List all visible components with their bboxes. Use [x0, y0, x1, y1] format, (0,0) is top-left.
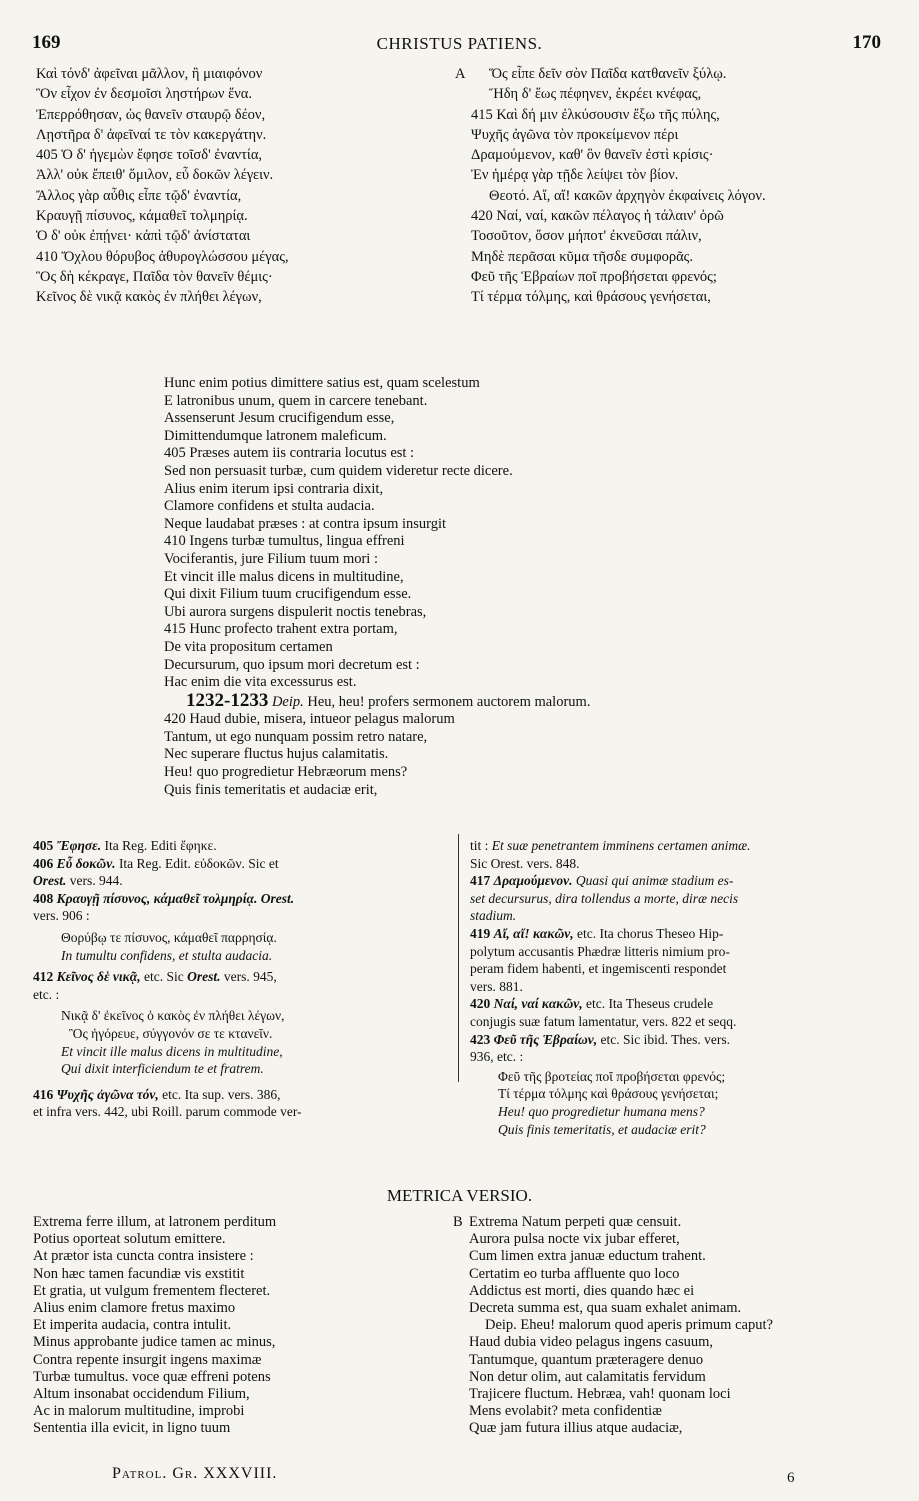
latin-line: Quis finis temeritatis et audaciæ erit,	[164, 781, 378, 798]
verse-line: B Extrema Natum perpeti quæ censuit.	[453, 1214, 682, 1230]
verse-line: Haud dubia video pelagus ingens casuum,	[469, 1334, 714, 1351]
verse-line: At prætor ista cuncta contra insistere :	[33, 1248, 254, 1265]
greek-line: Ἄλλος γὰρ αὖθις εἶπε τῷδ' ἐναντία,	[36, 187, 242, 204]
verse-line: Contra repente insurgit ingens maximæ	[33, 1351, 262, 1368]
latin-line: De vita propositum certamen	[164, 638, 333, 655]
column-reference: 1232-1233	[186, 689, 269, 711]
latin-line: Vociferantis, jure Filium tuum mori :	[164, 550, 378, 567]
footnote: 408 Κραυγῇ πίσυνος, κάμαθεῖ τολμηρίᾳ. Orest.	[33, 890, 295, 906]
footnote-quote-latin: In tumultu confidens, et stulta audacia.	[61, 947, 273, 963]
footnote-continuation: Orest. vers. 944.	[33, 873, 123, 889]
greek-line: Ἤδη δ' ἕως πέφηνεν, ἐκρέει κνέφας,	[489, 86, 702, 103]
footnote-quote-greek: Νικᾷ δ' ἐκεῖνος ὁ κακὸς ἐν πλήθει λέγων,	[61, 1008, 285, 1024]
latin-line: Neque laudabat præses : at contra ipsum insurgit	[164, 515, 447, 532]
footnote-continuation: 936, etc. :	[470, 1049, 524, 1065]
verse-line: Alius enim clamore fretus maximo	[33, 1300, 236, 1317]
latin-line	[186, 689, 591, 712]
footnotes-right-column	[470, 837, 880, 1138]
latin-line: Hunc enim potius dimittere satius est, quam scelestum	[164, 375, 480, 391]
verse-line: Certatim eo turba affluente quo loco	[469, 1265, 680, 1282]
verse-line: Et imperita audacia, contra intulit.	[33, 1317, 232, 1334]
latin-line: 410 Ingens turbæ tumultus, lingua effreni	[164, 533, 405, 550]
latin-translation	[164, 375, 590, 799]
latin-line: Alius enim iterum ipsi contraria dixit,	[164, 480, 384, 497]
metrical-version-left	[33, 1214, 276, 1438]
greek-line: Κεῖνος δὲ νικᾷ κακὸς ἐν πλήθει λέγων,	[36, 289, 262, 306]
latin-line: Dimittendumque latronem maleficum.	[164, 427, 387, 444]
greek-line: 420 Ναί, ναί, κακῶν πέλαγος ἡ τάλαιν' ὁρῶ	[471, 208, 724, 225]
footnote-continuation: stadium.	[470, 908, 517, 924]
greek-line: Τί τέρμα τόλμης, καὶ θράσους γενήσεται,	[471, 289, 711, 306]
greek-line: Φεῦ τῆς Ἑβραίων ποῖ προβήσεται φρενός;	[471, 268, 717, 285]
verse-line: Mens evolabit? meta confidentiæ	[469, 1403, 662, 1420]
greek-line: Ἐπερρόθησαν, ὡς θανεῖν σταυρῷ δέον,	[36, 106, 266, 123]
footnote-quote-latin: Heu! quo progredietur humana mens?	[498, 1103, 705, 1119]
metrical-version-right	[453, 1214, 773, 1438]
footnote: 416 Ψυχῆς ἀγῶνα τόν, etc. Ita sup. vers. 386,	[33, 1086, 281, 1102]
greek-line: 405 Ὁ δ' ἡγεμὼν ἔφησε τοῖσδ' ἐναντία,	[36, 147, 263, 164]
footnotes-left-column	[33, 837, 446, 1121]
greek-line: Ἀλλ' οὐκ ἔπειθ' ὅμιλον, εὖ δοκῶν λέγειν.	[36, 167, 274, 184]
greek-line: Καὶ τόνδ' ἀφεῖναι μᾶλλον, ἢ μιαιφόνον	[36, 66, 263, 82]
verse-line: Trajicere fluctum. Hebræa, vah! quonam loci	[469, 1386, 731, 1403]
verse-line: Tantumque, quantum præteragere denuo	[469, 1351, 704, 1368]
footnote-continuation: vers. 906 :	[33, 908, 90, 924]
latin-line: E latronibus unum, quem in carcere tenebant.	[164, 392, 428, 409]
footer-signature: Patrol. Gr. XXXVIII.	[112, 1465, 278, 1482]
verse-line: Extrema ferre illum, at latronem perditum	[33, 1214, 277, 1230]
footnote-quote-latin: Et vincit ille malus dicens in multitudine,	[61, 1043, 283, 1059]
page-number-left: 169	[32, 32, 61, 53]
greek-line: Ὃς δὴ κέκραγε, Παῖδα τὸν θανεῖν θέμις·	[36, 268, 273, 285]
greek-line: 410 Ὄχλου θόρυβος ἀθυρογλώσσου μέγας,	[36, 248, 289, 265]
footnote: 417 Δραμούμενον. Quasi qui animæ stadium es-	[470, 873, 734, 889]
greek-line: A Ὅς εἶπε δεῖν σὸν Παῖδα κατθανεῖν ξύλῳ.	[455, 64, 766, 84]
greek-line: Ὁ δ' οὐκ ἐπῄνει· κἀπὶ τῷδ' ἀνίσταται	[36, 228, 251, 245]
verse-line: Altum insonabat occidendum Filium,	[33, 1386, 250, 1403]
section-title: METRICA VERSIO.	[386, 1186, 533, 1205]
footnote-continuation: tit : Et suæ penetrantem imminens certamen animæ.	[470, 838, 751, 853]
footnote: 420 Ναί, ναί κακῶν, etc. Ita Theseus crudele	[470, 996, 714, 1012]
verse-line: Cum limen extra januæ eductum trahent.	[469, 1248, 706, 1265]
greek-line: 415 Καὶ δή μιν ἐλκύσουσιν ἔξω τῆς πύλης,	[471, 106, 720, 123]
latin-line: 405 Præses autem iis contraria locutus est :	[164, 445, 415, 462]
latin-line: Nec superare fluctus hujus calamitatis.	[164, 746, 389, 763]
greek-line: Ἐν ἡμέρᾳ γὰρ τῇδε λείψει τὸν βίον.	[471, 167, 679, 184]
column-divider	[458, 834, 459, 1082]
latin-line: Ubi aurora surgens dispulerit noctis tenebras,	[164, 603, 427, 620]
footnote-quote-greek: Ὃς ἠγόρευε, σύγγονόν σε τε κτανεῖν.	[69, 1025, 273, 1041]
latin-line: Clamore confidens et stulta audacia.	[164, 498, 375, 515]
footnote: 406 Εὖ δοκῶν. Ita Reg. Edit. εὐδοκῶν. Sic et	[33, 855, 279, 871]
greek-line: Δραμούμενον, καθ' ὃν θανεῖν ἐστὶ κρίσις·	[471, 147, 714, 164]
verse-line: Addictus est morti, dies quando hæc ei	[469, 1282, 695, 1299]
greek-line: Ψυχῆς ἀγῶνα τὸν προκείμενον πέρι	[471, 126, 679, 143]
footnote-quote-greek: Φεῦ τῆς βροτείας ποῖ προβήσεται φρενός;	[498, 1068, 726, 1084]
footnote-continuation: etc. :	[33, 986, 60, 1002]
footnote: 419 Αἴ, αἴ! κακῶν, etc. Ita chorus Theseo Hip-	[470, 925, 724, 941]
greek-line: Τοσοῦτον, ὅσον μήποτ' ἐκνεῦσαι πάλιν,	[471, 228, 702, 245]
verse-line: Sententia illa evicit, in ligno tuum	[33, 1420, 231, 1437]
latin-line: 415 Hunc profecto trahent extra portam,	[164, 621, 398, 638]
footnote-continuation: conjugis suæ fatum lamentatur, vers. 822 et seqq.	[470, 1013, 737, 1029]
latin-line: Tantum, ut ego nunquam possim retro natare,	[164, 728, 428, 745]
greek-line: Κραυγῇ πίσυνος, κάμαθεῖ τολμηρίᾳ.	[36, 208, 248, 225]
latin-line: Qui dixit Filium tuum crucifigendum esse.	[164, 586, 412, 603]
verse-line: Minus approbante judice tamen ac minus,	[33, 1334, 276, 1351]
verse-line: Aurora pulsa nocte vix jubar efferet,	[469, 1231, 680, 1248]
verse-line: Ac in malorum multitudine, improbi	[33, 1403, 245, 1420]
latin-line: Decursurum, quo ipsum mori decretum est :	[164, 656, 420, 673]
footer-gathering-mark: 6	[787, 1470, 795, 1486]
speaker-label: Deip.	[271, 693, 304, 710]
verse-line: Non detur olim, aut calamitatis fervidum	[469, 1368, 706, 1385]
latin-line: Et vincit ille malus dicens in multitudine,	[164, 568, 404, 585]
greek-line: Θεοτό. Αἴ, αἴ! κακῶν ἀρχηγὸν ἐκφαίνεις λόγον.	[489, 187, 766, 204]
greek-line: Λῃστῆρα δ' ἀφεῖναί τε τὸν κακεργάτην.	[36, 126, 267, 143]
verse-line: Quæ jam futura illius atque audaciæ,	[469, 1420, 683, 1437]
footnote: 405 Ἔφησε. Ita Reg. Editi ἔφηκε.	[33, 838, 217, 853]
verse-line: Potius oporteat solutum emittere.	[33, 1231, 226, 1248]
latin-line: Sed non persuasit turbæ, cum quidem videretur recte dicere.	[164, 462, 513, 479]
greek-text-right-column	[455, 64, 766, 308]
latin-line: Hac enim die vita excessurus est.	[164, 674, 357, 691]
footnote: 423 Φεῦ τῆς Ἑβραίων, etc. Sic ibid. Thes. vers.	[470, 1031, 730, 1047]
greek-line: Ὃν εἶχον ἐν δεσμοῖσι ληστήρων ἕνα.	[36, 86, 252, 103]
verse-line: Et gratia, ut vulgum frementem flecteret.	[33, 1282, 271, 1299]
page-header	[0, 32, 919, 54]
footnote: 412 Κεῖνος δὲ νικᾷ, etc. Sic Orest. vers. 945,	[33, 969, 277, 985]
footnote-quote-greek: Τί τέρμα τόλμης καὶ θράσους γενήσεται;	[498, 1086, 719, 1102]
footnote-quote-greek: Θορύβῳ τε πίσυνος, κάμαθεῖ παρρησίᾳ.	[61, 929, 277, 945]
running-title: CHRISTUS PATIENS.	[376, 34, 543, 53]
footnote-continuation: set decursurus, dira tollendus a morte, diræ necis	[470, 890, 739, 906]
footnote-continuation: Sic Orest. vers. 848.	[470, 855, 580, 871]
verse-line: Decreta summa est, qua suam exhalet animam.	[469, 1300, 742, 1317]
margin-letter: A	[455, 66, 466, 82]
greek-text-left-column	[36, 64, 289, 308]
greek-line: Μηδὲ περᾶσαι κῦμα τῆσδε συμφορᾶς.	[471, 248, 694, 265]
verse-line: Non hæc tamen facundiæ vis exstitit	[33, 1265, 245, 1282]
footnote-continuation: vers. 881.	[470, 978, 523, 994]
latin-line: 420 Haud dubie, misera, intueor pelagus malorum	[164, 711, 455, 728]
margin-letter: B	[453, 1214, 463, 1230]
footnote-continuation: et infra vers. 442, ubi Roill. parum commode ver-	[33, 1104, 302, 1120]
verse-line: Turbæ tumultus. voce quæ effreni potens	[33, 1368, 271, 1385]
footnote-quote-latin: Qui dixit interficiendum te et fratrem.	[61, 1061, 264, 1077]
footnote-quote-latin: Quis finis temeritatis, et audaciæ erit?	[498, 1121, 706, 1137]
verse-line: Deip. Eheu! malorum quod aperis primum caput?	[485, 1317, 773, 1334]
footnote-continuation: polytum accusantis Phædræ litteris nimium pro-	[470, 943, 730, 959]
latin-line: Assenserunt Jesum crucifigendum esse,	[164, 410, 395, 427]
footnote-continuation: peram fidem habenti, et ingemiscenti respondet	[470, 961, 727, 977]
latin-line-text: Heu, heu! profers sermonem auctorem malorum.	[307, 693, 591, 710]
latin-line: Heu! quo progredietur Hebræorum mens?	[164, 764, 408, 781]
page-number-right: 170	[852, 32, 881, 53]
